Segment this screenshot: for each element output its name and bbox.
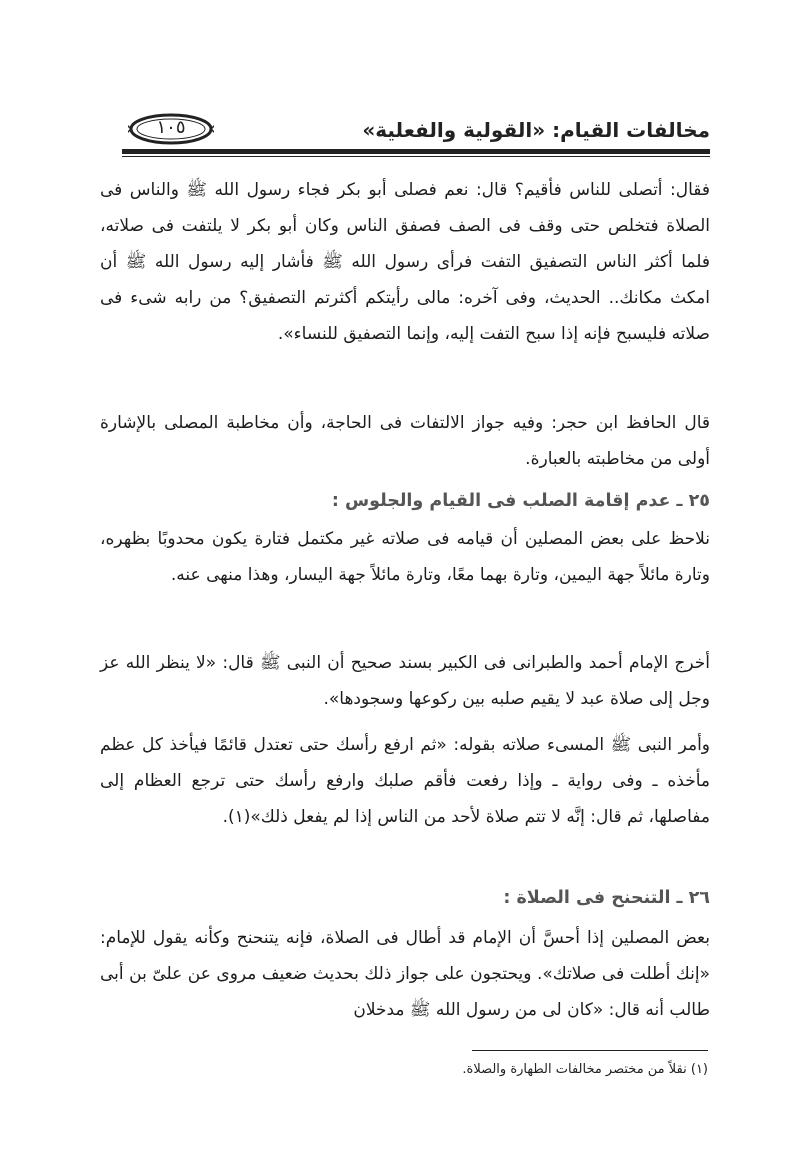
paragraph-posture: نلاحظ على بعض المصلين أن قيامه فى صلاته غير مكتمل فتارة يكون محدوبًا بظهره، وتارة مائلاً جهة اليمين، وتارة بهما معًا، وتارة مائلاً جهة اليسار، وهذا منهى عنه. — [100, 529, 710, 585]
section-heading-26: ٢٦ ـ التنحنح فى الصلاة : — [503, 888, 710, 908]
paragraph-hadith-abu-bakr: فقال: أتصلى للناس فأقيم؟ قال: نعم فصلى أبو بكر فجاء رسول الله ﷺ والناس فى الصلاة فتخلص حتى وقف فى الصف فصفق الناس وكان أبو بكر لا يلتفت فى صلاته، فلما أكثر الناس التصفيق التفت فرأى رسول الله ﷺ فأشار إليه رسول الله ﷺ أن امكث مكانك.. الحديث، وفى آخره: مالى رأيتكم أكثرتم التصفيق؟ من رابه شىء فى صلاته فليسبح فإنه إذا سبح التفت إليه، وإنما التصفيق للنساء». — [100, 180, 710, 344]
page-number: ١٠٥ — [156, 117, 186, 138]
paragraph-tanahnuh: بعض المصلين إذا أحسَّ أن الإمام قد أطال فى الصلاة، فإنه يتنحنح وكأنه يقول للإمام: «إنك أطلت فى صلاتك». ويحتجون على جواز ذلك بحديث ضعيف مروى عن علىّ بن أبى طالب أنه قال: «كان لى من رسول الله ﷺ مدخلان — [100, 928, 710, 1020]
paragraph-musi-salatuh: وأمر النبى ﷺ المسىء صلاته بقوله: «ثم ارفع رأسك حتى تعتدل قائمًا فيأخذ كل عظم مأخذه ـ وفى رواية ـ وإذا رفعت فأقم صلبك وارفع رأسك حتى ترجع العظام إلى مفاصلها، ثم قال: إنَّه لا تتم صلاة لأحد من الناس إذا لم يفعل ذلك»(١). — [100, 735, 710, 827]
header-rule-thin — [122, 156, 710, 157]
running-title: مخالفات القيام: «القولية والفعلية» — [362, 118, 710, 142]
page-number-badge — [128, 112, 214, 146]
footnote: (١) نقلاً من مختصر مخالفات الطهارة والصلاة. — [462, 1062, 708, 1077]
section-heading-25: ٢٥ ـ عدم إقامة الصلب فى القيام والجلوس : — [331, 491, 710, 511]
page-header — [120, 108, 710, 154]
paragraph-ibn-hajar: قال الحافظ ابن حجر: وفيه جواز الالتفات فى الحاجة، وأن مخاطبة المصلى بالإشارة أولى من مخاطبته بالعبارة. — [100, 413, 710, 469]
footnote-separator — [472, 1050, 708, 1051]
header-rule-thick — [122, 149, 710, 154]
paragraph-ahmad-tabarani: أخرج الإمام أحمد والطبرانى فى الكبير بسند صحيح أن النبى ﷺ قال: «لا ينظر الله عز وجل إلى صلاة عبد لا يقيم صلبه بين ركوعها وسجودها». — [100, 653, 710, 709]
